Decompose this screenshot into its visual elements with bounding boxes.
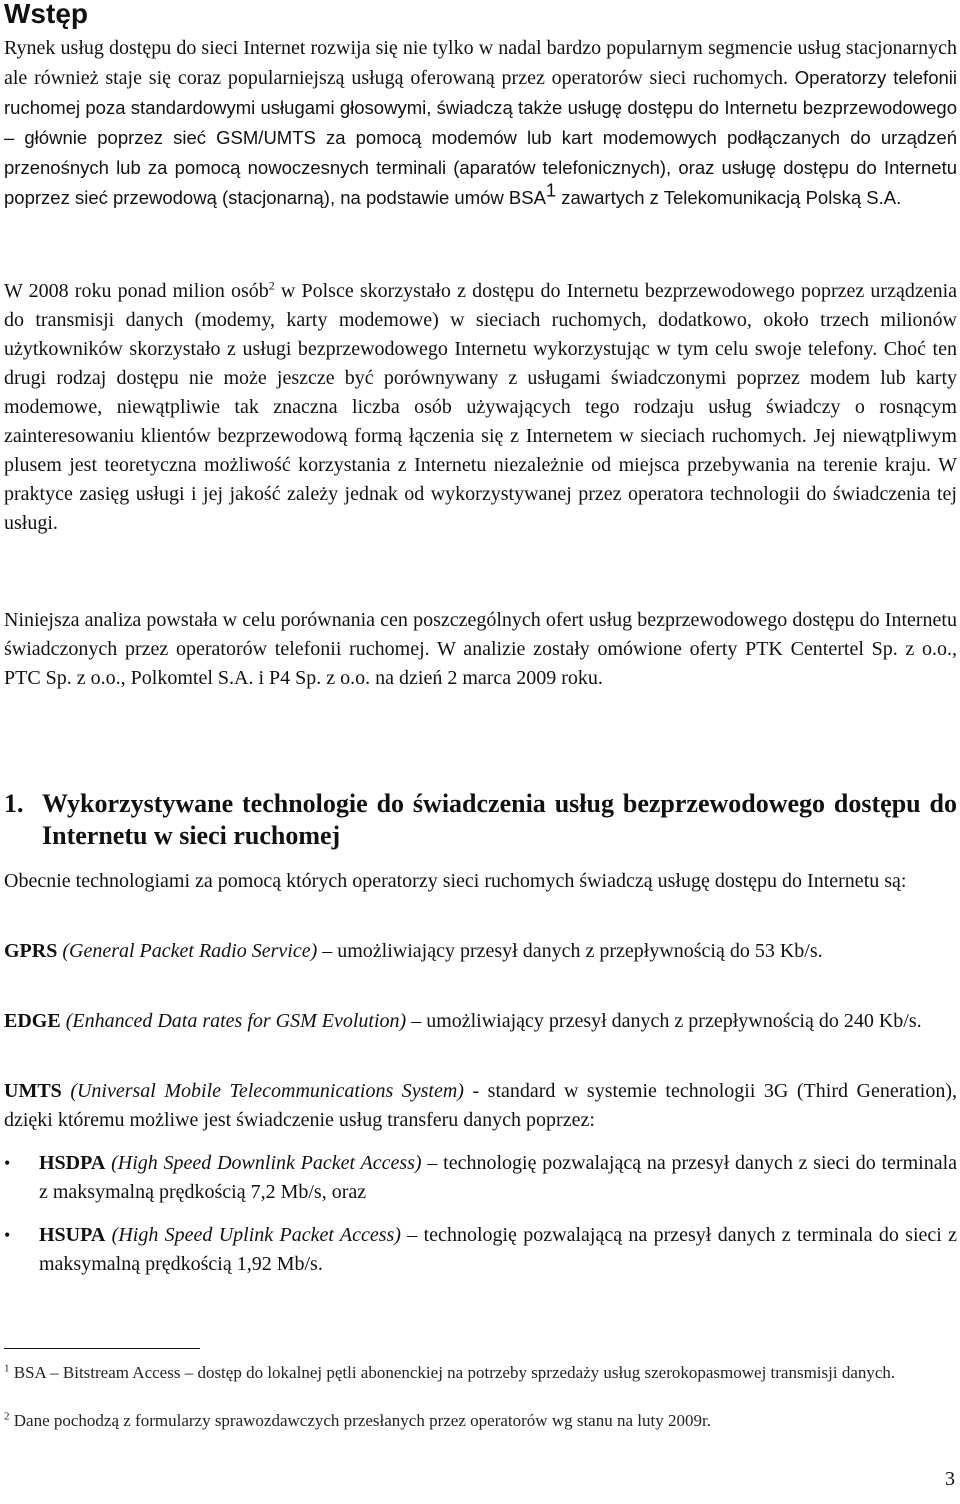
umts-full-name: (Universal Mobile Telecommunications System) bbox=[70, 1080, 464, 1102]
section-1-number: 1. bbox=[4, 789, 24, 818]
intro-paragraph-2-part-a: W 2008 roku ponad milion osób bbox=[4, 280, 269, 302]
intro-paragraph-1-part-c: zawartych z Telekomunikacją Polską S.A. bbox=[561, 187, 902, 208]
intro-paragraph-1-part-a: Rynek usług dostępu do sieci Internet rozwija się nie tylko w nadal bardzo popularnym segmencie usług stacjonarnych ale również staje się coraz popularniejszą usługą oferowaną przez operatorów sieci ruchomych. bbox=[4, 37, 957, 89]
intro-paragraph-2 bbox=[4, 277, 957, 538]
hsdpa-text bbox=[39, 1149, 957, 1207]
footnote-1-text: BSA – Bitstream Access – dostęp do lokalnej pętli abonenckiej na potrzeby sprzedaży usług szerokopasmowej transmisji danych. bbox=[13, 1363, 896, 1382]
bullet-icon: • bbox=[4, 1153, 11, 1173]
umts-paragraph bbox=[4, 1077, 957, 1135]
hsdpa-abbr: HSDPA bbox=[39, 1152, 106, 1174]
hsupa-abbr: HSUPA bbox=[39, 1224, 106, 1246]
hsupa-text bbox=[39, 1221, 957, 1279]
page-number: 3 bbox=[945, 1468, 955, 1490]
footnote-2-number: 2 bbox=[4, 1410, 10, 1423]
list-item-hsupa bbox=[4, 1221, 957, 1279]
hsupa-description: – technologię pozwalającą na przesył danych z terminala do sieci z maksymalną prędkością 1,92 Mb/s. bbox=[39, 1224, 958, 1275]
edge-description: – umożliwiający przesył danych z przepływnością do 240 Kb/s. bbox=[411, 1010, 922, 1032]
umts-description: - standard w systemie technologii 3G (Third Generation), dzięki któremu możliwe jest świadczenie usług transferu danych poprzez: bbox=[4, 1080, 958, 1131]
footnote-2 bbox=[4, 1410, 957, 1432]
hsupa-full-name: (High Speed Uplink Packet Access) bbox=[111, 1224, 401, 1246]
gprs-paragraph bbox=[4, 937, 957, 966]
intro-paragraph-3: Niniejsza analiza powstała w celu porównania cen poszczególnych ofert usług bezprzewodowego dostępu do Internetu świadczonych przez operatorów telefonii ruchomej. W analizie zostały omówione oferty PTK Centertel Sp. z o.o., PTC Sp. z o.o., Polkomtel S.A. i P4 Sp. z o.o. na dzień 2 marca 2009 roku. bbox=[4, 609, 957, 689]
list-item-hsdpa bbox=[4, 1149, 957, 1207]
footnote-1 bbox=[4, 1362, 957, 1384]
intro-paragraph-1-part-b: Operatorzy telefonii ruchomej poza standardowymi usługami głosowymi, świadczą także usługę dostępu do Internetu bezprzewodowego – głównie poprzez sieć GSM/UMTS za pomocą modemów lub kart modemowych podłączanych do urządzeń przenośnych lub za pomocą nowoczesnych terminali (aparatów telefonicznych), oraz usługę dostępu do Internetu poprzez sieć przewodową (stacjonarną), na podstawie umów BSA bbox=[4, 67, 957, 208]
gprs-description: – umożliwiający przesył danych z przepływnością do 53 Kb/s. bbox=[322, 940, 823, 962]
footnote-1-number: 1 bbox=[4, 1362, 10, 1375]
edge-paragraph bbox=[4, 1007, 957, 1036]
section-1-lead: Obecnie technologiami za pomocą których operatorzy sieci ruchomych świadczą usługę dostępu do Internetu są: bbox=[4, 870, 907, 892]
edge-full-name: (Enhanced Data rates for GSM Evolution) bbox=[65, 1010, 407, 1032]
footnote-ref-1: 1 bbox=[545, 179, 557, 201]
gprs-abbr: GPRS bbox=[4, 940, 58, 962]
bullet-icon: • bbox=[4, 1225, 11, 1245]
umts-technology-list bbox=[4, 1149, 957, 1279]
footnote-2-text: Dane pochodzą z formularzy sprawozdawczych przesłanych przez operatorów wg stanu na luty 2009r. bbox=[13, 1411, 711, 1430]
edge-abbr: EDGE bbox=[4, 1010, 61, 1032]
intro-paragraph-2-part-b: w Polsce skorzystało z dostępu do Internetu bezprzewodowego poprzez urządzenia do transmisji danych (modemy, karty modemowe) w sieciach ruchomych, dodatkowo, około trzech milionów użytkowników skorzystało z usługi bezprzewodowego Internetu wykorzystując w tym celu swoje telefony. Choć ten drugi rodzaj dostępu nie może jeszcze być porównywany z usługami świadczonymi poprzez modem lub karty modemowe, niewątpliwie tak znaczna liczba osób używających tego rodzaju usług świadczy o rosnącym zainteresowaniu klientów bezprzewodową formą łączenia się z Internetem w sieciach ruchomych. Jej niewątpliwym plusem jest teoretyczna możliwość korzystania z Internetu niezależnie od miejsca przebywania na terenie kraju. W praktyce zasięg usługi i jej jakość zależy jednak od wykorzystywanej przez operatora technologii do świadczenia tej usługi. bbox=[4, 280, 958, 534]
hsdpa-full-name: (High Speed Downlink Packet Access) bbox=[111, 1152, 422, 1174]
intro-paragraph-1 bbox=[4, 34, 957, 213]
umts-abbr: UMTS bbox=[4, 1080, 62, 1102]
footnote-separator bbox=[4, 1348, 200, 1349]
section-1-heading bbox=[4, 788, 957, 852]
gprs-full-name: (General Packet Radio Service) bbox=[62, 940, 318, 962]
hsdpa-description: – technologię pozwalającą na przesył danych z sieci do terminala z maksymalną prędkością 7,2 Mb/s, oraz bbox=[39, 1152, 958, 1203]
intro-heading: Wstęp bbox=[4, 0, 88, 29]
footnote-ref-2: 2 bbox=[268, 278, 275, 293]
section-1-title: Wykorzystywane technologie do świadczenia usług bezprzewodowego dostępu do Internetu w sieci ruchomej bbox=[42, 789, 957, 850]
